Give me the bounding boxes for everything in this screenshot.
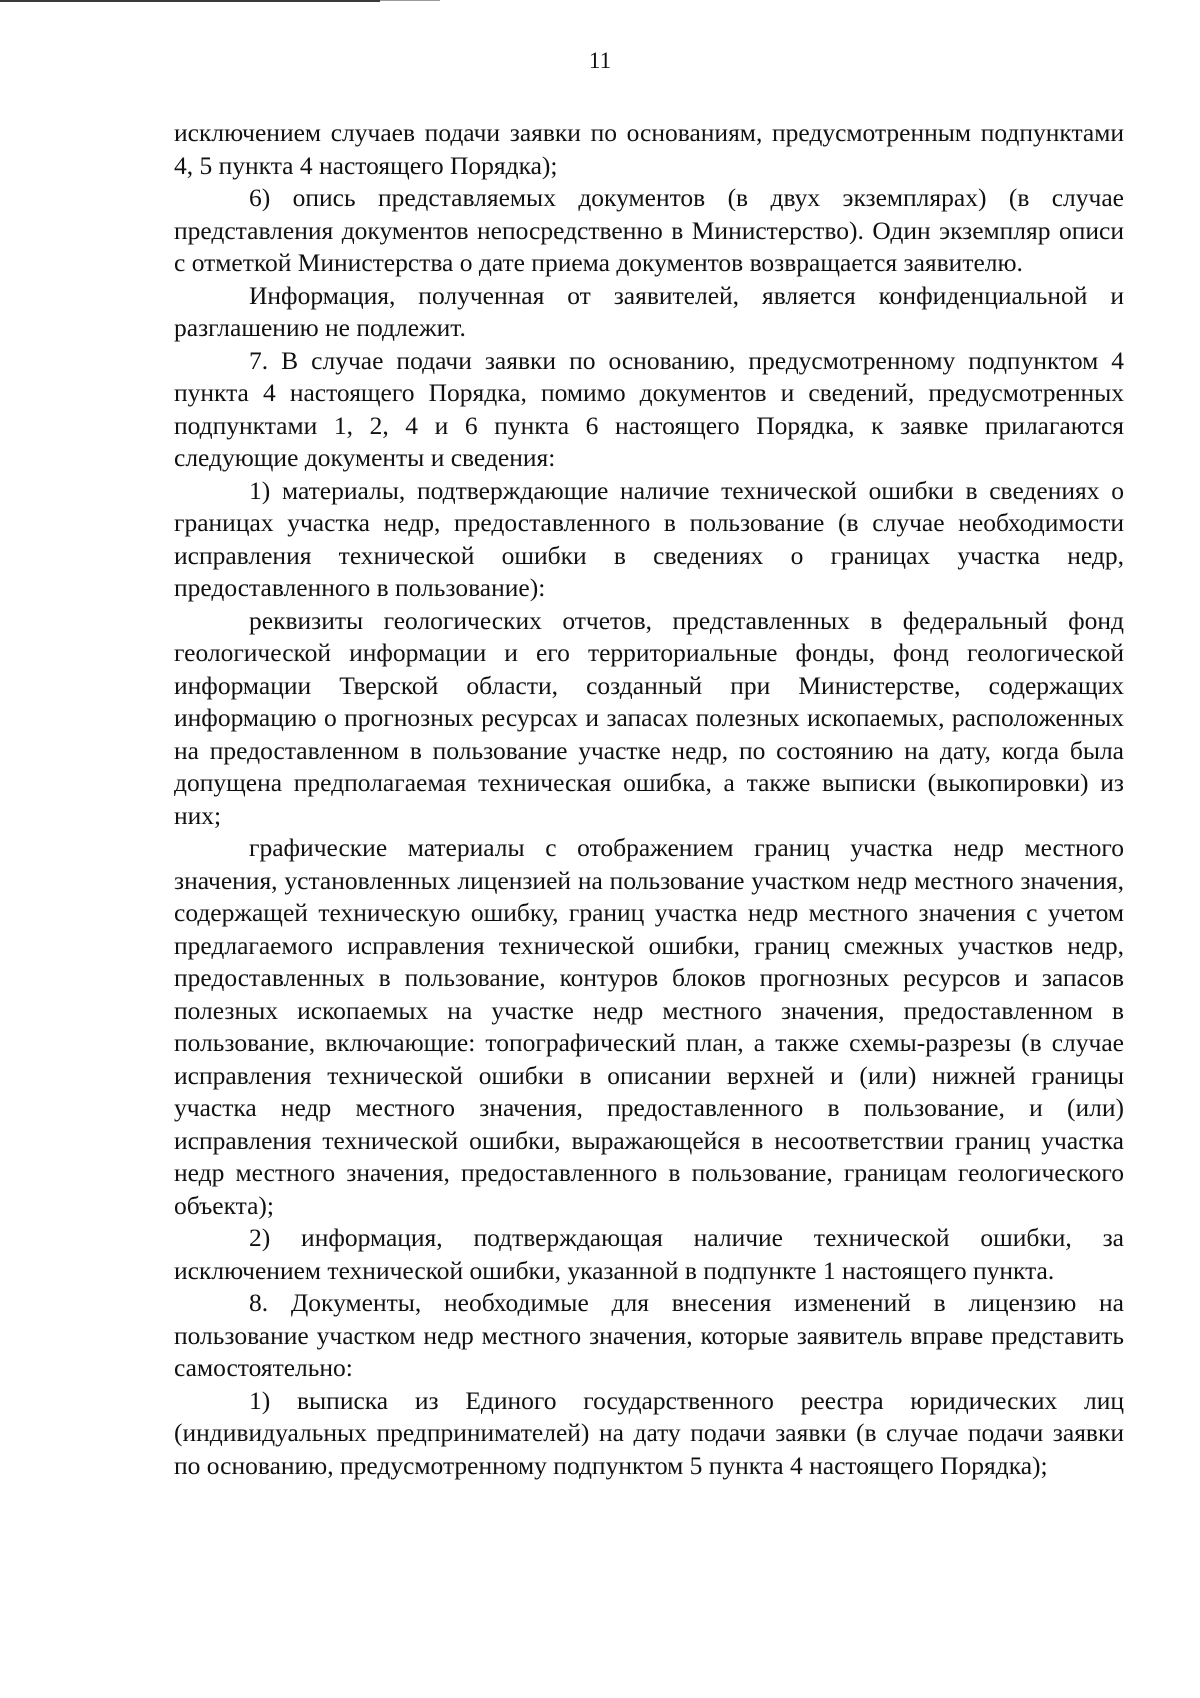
paragraph-7: графические материалы с отображением границ участка недр местного значения, установленных лицензией на пользование участком недр местного значения, содержащей техническую ошибку, границ участка недр местного значения с учетом предлагаемого исправления технической ошибки, границ смежных участков недр, предоставленных в пользование, контуров блоков прогнозных ресурсов и запасов полезных ископаемых на участке недр местного значения, предоставленном в пользование, включающие: топографический план, а также схемы-разрезы (в случае исправления технической ошибки в описании верхней и (или) нижней границы участка недр местного значения, предоставленного в пользование, и (или) исправления технической ошибки, выражающейся в несоответствии границ участка недр местного значения, предоставленного в пользование, границам геологического объекта); <box>174 833 1124 1220</box>
page-number: 11 <box>588 48 612 73</box>
paragraph-2: 6) опись представляемых документов (в двух экземплярах) (в случае представления документов непосредственно в Министерство). Один экземпляр описи с отметкой Министерства о дате приема документов возвращается заявителю. <box>174 183 1124 277</box>
paragraph-3: Информация, полученная от заявителей, является конфиденциальной и разглашению не подлежит. <box>174 280 1124 342</box>
document-body <box>174 117 1124 1482</box>
paragraph-10: 1) выписка из Единого государственного реестра юридических лиц (индивидуальных предпринимателей) на дату подачи заявки (в случае подачи заявки по основанию, предусмотренному подпунктом 5 пункта 4 настоящего Порядка); <box>174 1385 1124 1480</box>
paragraph-6: реквизиты геологических отчетов, представленных в федеральный фонд геологической информации и его территориальные фонды, фонд геологической информации Тверской области, созданный при Министерстве, содержащих информацию о прогнозных ресурсах и запасах полезных ископаемых, расположенных на предоставленном в пользование участке недр, по состоянию на дату, когда была допущена предполагаемая техническая ошибка, а также выписки (выкопировки) из них; <box>174 605 1124 830</box>
paragraph-5: 1) материалы, подтверждающие наличие технической ошибки в сведениях о границах участка недр, предоставленного в пользование (в случае необходимости исправления технической ошибки в сведениях о границах участка недр, предоставленного в пользование): <box>174 475 1124 602</box>
scan-edge-line-faint <box>380 0 440 1</box>
paragraph-1: исключением случаев подачи заявки по основаниям, предусмотренным подпунктами 4, 5 пункта 4 настоящего Порядка); <box>174 118 1124 180</box>
paragraph-4: 7. В случае подачи заявки по основанию, предусмотренному подпунктом 4 пункта 4 настоящего Порядка, помимо документов и сведений, предусмотренных подпунктами 1, 2, 4 и 6 пункта 6 настоящего Порядка, к заявке прилагаются следующие документы и сведения: <box>174 345 1124 472</box>
scan-edge-line <box>0 0 380 2</box>
paragraph-8: 2) информация, подтверждающая наличие технической ошибки, за исключением технической ошибки, указанной в подпункте 1 настоящего пункта. <box>174 1223 1124 1285</box>
paragraph-9: 8. Документы, необходимые для внесения изменений в лицензию на пользование участком недр местного значения, которые заявитель вправе представить самостоятельно: <box>174 1288 1124 1382</box>
